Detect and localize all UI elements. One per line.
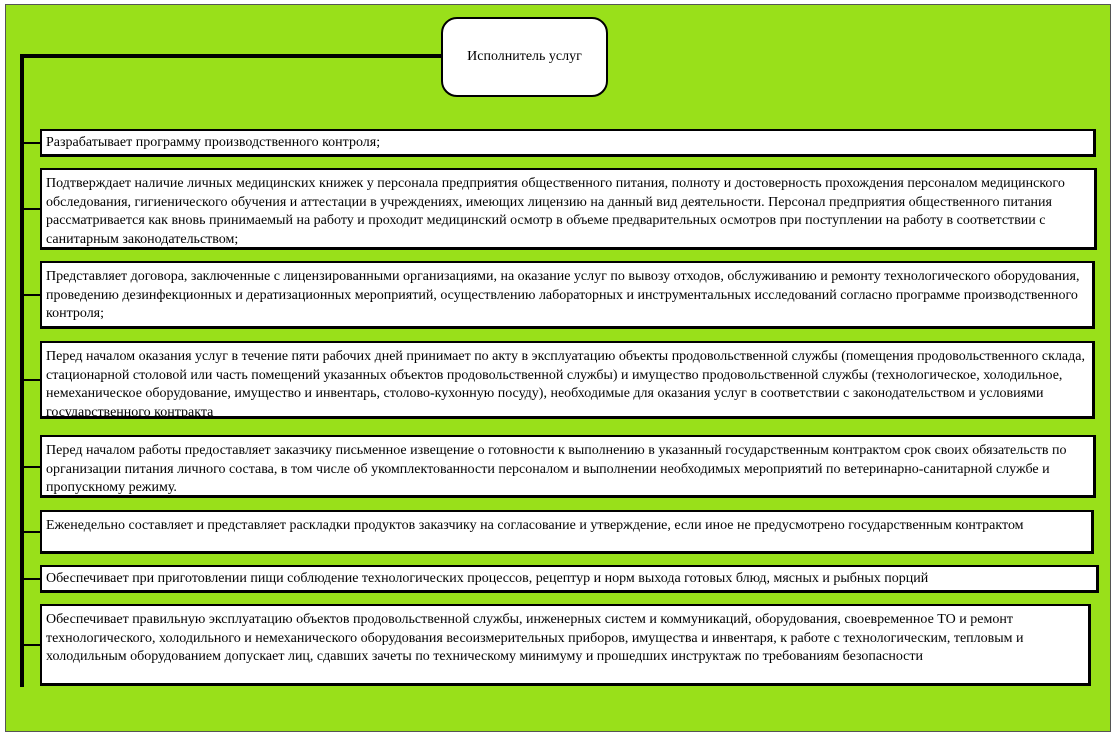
connector-branch <box>24 379 40 381</box>
connector-branch <box>24 578 40 580</box>
item-text: Перед началом оказания услуг в течение пяти рабочих дней принимает по акту в эксплуатацию объекты продовольственной службы (помещения продовольственного склада, стационарной столовой или часть помещений указанных объектов продовольственной службы) и имущество продовольственной службы (технологическое, холодильное, немеханическое оборудование, имущество и инвентарь, столово-кухонную посуду), необходимые для оказания услуг в соответствии с законодательством и условиями государственного контракта <box>46 349 1085 420</box>
item-box <box>40 129 1096 157</box>
item-box <box>40 261 1095 329</box>
connector-branch <box>24 466 40 468</box>
root-node <box>441 17 608 97</box>
item-box <box>40 510 1094 554</box>
connector-branch <box>24 208 40 210</box>
connector-spine <box>20 54 24 687</box>
item-box <box>40 168 1097 250</box>
item-text: Подтверждает наличие личных медицинских книжек у персонала предприятия общественного питания, полноту и достоверность прохождения персоналом медицинского обследования, гигиенического обучения и аттестации в учреждениях, имеющих лицензию на данный вид деятельности. Персонал предприятия общественного питания рассматривается как вновь принимаемый на работу и проходит медицинский осмотр в объеме предварительных осмотров при поступлении на работу в соответствии с санитарным законодательством; <box>46 176 1065 247</box>
item-text: Еженедельно составляет и представляет раскладки продуктов заказчику на согласование и утверждение, если иное не предусмотрено государственным контрактом <box>46 518 1024 533</box>
item-text: Обеспечивает правильную эксплуатацию объектов продовольственной службы, инженерных систем и коммуникаций, оборудования, своевременное ТО и ремонт технологического, холодильного и немеханического оборудования весоизмерительных приборов, имущества и инвентаря, к работе с технологическим, тепловым и холодильным оборудованием допускает лиц, сдавших зачеты по техническому минимуму и прошедших инструктаж по требованиям безопасности <box>46 612 1024 665</box>
item-text: Разрабатывает программу производственного контроля; <box>46 135 381 150</box>
item-text: Перед началом работы предоставляет заказчику письменное извещение о готовности к выполнению в указанный государственным контрактом срок своих обязательств по организации питания личного состава, в том числе об укомплектованности персоналом и выполнении необходимых мероприятий по ветеринарно-санитарной службе и пропускному режиму. <box>46 443 1067 496</box>
item-box <box>40 435 1096 498</box>
item-box <box>40 341 1095 419</box>
item-text: Представляет договора, заключенные с лицензированными организациями, на оказание услуг по вывозу отходов, обслуживанию и ремонту технологического оборудования, проведению дезинфекционных и дератизационных мероприятий, осуществлению лабораторных и инструментальных исследований согласно программе производственного контроля; <box>46 269 1080 322</box>
root-title: Исполнитель услуг <box>467 49 582 64</box>
item-text: Обеспечивает при приготовлении пищи соблюдение технологических процессов, рецептур и норм выхода готовых блюд, мясных и рыбных порций <box>46 571 929 586</box>
connector-branch <box>24 294 40 296</box>
connector-branch <box>24 531 40 533</box>
connector-branch <box>24 142 40 144</box>
connector-branch <box>24 644 40 646</box>
item-box <box>40 565 1099 593</box>
connector-top <box>20 54 442 58</box>
item-box <box>40 604 1091 686</box>
